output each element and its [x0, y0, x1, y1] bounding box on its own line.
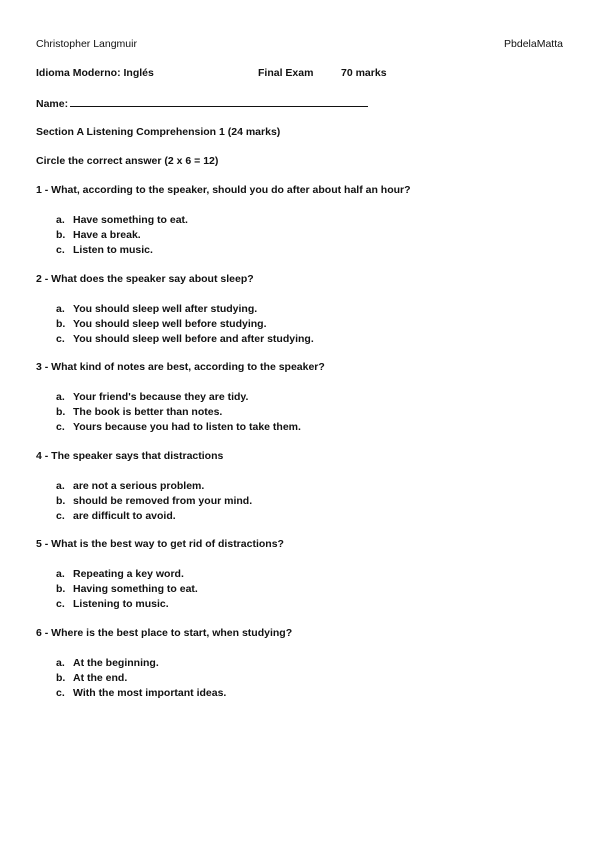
option-list [56, 390, 301, 435]
option-letter: b. [56, 494, 66, 507]
exam-title: Final Exam [258, 67, 314, 79]
option-letter: c. [56, 686, 65, 699]
question-text: 4 - The speaker says that distractions [36, 449, 224, 462]
question-text: 3 - What kind of notes are best, according to the speaker? [36, 361, 325, 373]
option-list [56, 479, 252, 524]
option-b [56, 228, 188, 243]
option-c [56, 597, 198, 612]
option-letter: a. [56, 479, 65, 492]
option-letter: a. [56, 568, 65, 580]
option-text: Repeating a key word. [73, 568, 184, 580]
option-letter: b. [56, 229, 66, 241]
option-list [56, 567, 198, 612]
exam-subject: Idioma Moderno: Inglés [36, 67, 154, 79]
option-a [56, 302, 314, 317]
option-letter: b. [56, 671, 66, 684]
option-letter: a. [56, 391, 65, 403]
exam-marks: 70 marks [341, 67, 387, 79]
question-2 [36, 273, 563, 362]
option-text: With the most important ideas. [73, 686, 227, 699]
option-text: Your friend's because they are tidy. [73, 391, 249, 403]
option-a [56, 213, 188, 228]
option-text: Having something to eat. [73, 583, 198, 595]
option-text: Have something to eat. [73, 214, 188, 226]
question-1 [36, 184, 563, 273]
option-a [56, 479, 252, 494]
option-c [56, 420, 301, 435]
option-letter: a. [56, 656, 65, 669]
question-text: 2 - What does the speaker say about sleep? [36, 272, 254, 285]
option-text: You should sleep well after studying. [73, 302, 258, 315]
option-letter: b. [56, 317, 66, 330]
question-text: 1 - What, according to the speaker, should you do after about half an hour? [36, 184, 411, 196]
option-c [56, 509, 252, 524]
option-text: Have a break. [73, 229, 141, 241]
option-list [56, 656, 226, 701]
question-3 [36, 361, 563, 450]
question-text: 6 - Where is the best place to start, when studying? [36, 626, 293, 639]
instruction-text: Circle the correct answer (2 x 6 = 12) [36, 155, 219, 167]
option-text: should be removed from your mind. [73, 494, 253, 507]
option-text: Yours because you had to listen to take them. [73, 421, 301, 433]
section-title: Section A Listening Comprehension 1 (24 marks) [36, 126, 281, 138]
option-b [56, 405, 301, 420]
question-text: 5 - What is the best way to get rid of distractions? [36, 538, 284, 550]
option-b [56, 317, 314, 332]
question-4 [36, 450, 563, 539]
option-letter: c. [56, 509, 65, 522]
option-text: are difficult to avoid. [73, 509, 176, 522]
question-list [36, 184, 563, 715]
option-text: Listening to music. [73, 598, 169, 610]
school-name: PbdelaMatta [504, 38, 563, 50]
option-list [56, 302, 314, 347]
author-name: Christopher Langmuir [36, 38, 137, 50]
option-a [56, 656, 226, 671]
option-text: At the beginning. [73, 656, 159, 669]
option-c [56, 243, 188, 258]
question-5 [36, 538, 563, 627]
option-list [56, 213, 188, 258]
option-letter: c. [56, 332, 65, 345]
option-text: At the end. [73, 671, 128, 684]
name-row [36, 96, 368, 111]
option-letter: a. [56, 302, 65, 315]
page-header [36, 38, 563, 51]
name-label: Name: [36, 98, 69, 110]
option-b [56, 671, 226, 686]
option-c [56, 686, 226, 701]
option-a [56, 567, 198, 582]
option-letter: b. [56, 583, 66, 595]
option-text: are not a serious problem. [73, 479, 205, 492]
option-letter: c. [56, 598, 65, 610]
option-letter: c. [56, 244, 65, 256]
option-text: You should sleep well before studying. [73, 317, 267, 330]
question-6 [36, 627, 563, 716]
option-b [56, 494, 252, 509]
option-letter: b. [56, 406, 66, 418]
name-blank-line [70, 96, 368, 107]
option-b [56, 582, 198, 597]
option-c [56, 332, 314, 347]
option-letter: a. [56, 214, 65, 226]
option-text: You should sleep well before and after studying. [73, 332, 314, 345]
option-a [56, 390, 301, 405]
option-letter: c. [56, 421, 65, 433]
option-text: The book is better than notes. [73, 406, 223, 418]
option-text: Listen to music. [73, 244, 153, 256]
